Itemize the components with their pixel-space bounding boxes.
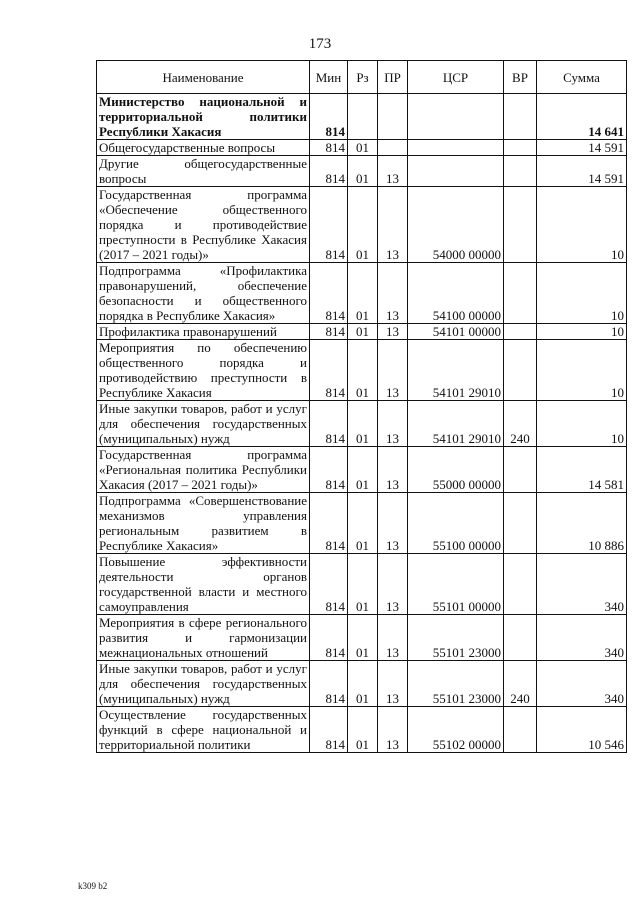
cell-name: Государственная программа «Обеспечение общественного порядка и противодействие преступности в Республике Хакасия (2017 – 2021 годы)» — [97, 187, 310, 263]
cell-csr: 55101 23000 — [408, 661, 504, 707]
cell-vr — [504, 554, 537, 615]
cell-vr: 240 — [504, 401, 537, 447]
cell-rz: 01 — [348, 187, 378, 263]
cell-name: Государственная программа «Региональная политика Республики Хакасия (2017 – 2021 годы)» — [97, 447, 310, 493]
cell-min: 814 — [310, 94, 348, 140]
cell-rz — [348, 94, 378, 140]
cell-pr: 13 — [378, 447, 408, 493]
cell-vr — [504, 340, 537, 401]
cell-sum: 10 — [537, 187, 627, 263]
cell-rz: 01 — [348, 554, 378, 615]
cell-sum: 14 591 — [537, 140, 627, 156]
cell-name: Мероприятия в сфере регионального развития и гармонизации межнациональных отношений — [97, 615, 310, 661]
header-name: Наименование — [97, 61, 310, 94]
footer-code: k309 b2 — [78, 881, 108, 891]
cell-vr — [504, 263, 537, 324]
cell-name: Иные закупки товаров, работ и услуг для обеспечения государственных (муниципальных) нужд — [97, 661, 310, 707]
table-row — [97, 187, 627, 263]
cell-rz: 01 — [348, 661, 378, 707]
cell-min: 814 — [310, 707, 348, 753]
cell-vr — [504, 140, 537, 156]
table-row — [97, 447, 627, 493]
cell-min: 814 — [310, 447, 348, 493]
cell-rz: 01 — [348, 340, 378, 401]
cell-rz: 01 — [348, 447, 378, 493]
cell-min: 814 — [310, 340, 348, 401]
cell-csr: 54100 00000 — [408, 263, 504, 324]
cell-name: Иные закупки товаров, работ и услуг для обеспечения государственных (муниципальных) нужд — [97, 401, 310, 447]
cell-pr: 13 — [378, 707, 408, 753]
header-pr: ПР — [378, 61, 408, 94]
table-row — [97, 140, 627, 156]
cell-pr: 13 — [378, 156, 408, 187]
cell-vr — [504, 187, 537, 263]
cell-sum: 10 546 — [537, 707, 627, 753]
header-min: Мин — [310, 61, 348, 94]
cell-vr — [504, 324, 537, 340]
cell-min: 814 — [310, 140, 348, 156]
cell-pr: 13 — [378, 554, 408, 615]
cell-min: 814 — [310, 187, 348, 263]
cell-csr: 54101 29010 — [408, 401, 504, 447]
cell-rz: 01 — [348, 493, 378, 554]
header-csr: ЦСР — [408, 61, 504, 94]
cell-pr: 13 — [378, 187, 408, 263]
cell-name: Министерство национальной и территориальной политики Республики Хакасия — [97, 94, 310, 140]
cell-pr: 13 — [378, 615, 408, 661]
cell-pr — [378, 94, 408, 140]
cell-pr: 13 — [378, 324, 408, 340]
table-row — [97, 493, 627, 554]
cell-sum: 10 — [537, 263, 627, 324]
table-row — [97, 554, 627, 615]
cell-min: 814 — [310, 324, 348, 340]
cell-min: 814 — [310, 401, 348, 447]
cell-vr — [504, 707, 537, 753]
cell-csr: 54000 00000 — [408, 187, 504, 263]
cell-csr: 55100 00000 — [408, 493, 504, 554]
cell-pr: 13 — [378, 340, 408, 401]
cell-rz: 01 — [348, 263, 378, 324]
table-row — [97, 263, 627, 324]
cell-pr: 13 — [378, 263, 408, 324]
cell-name: Повышение эффективности деятельности органов государственной власти и местного самоуправления — [97, 554, 310, 615]
cell-pr: 13 — [378, 493, 408, 554]
cell-name: Подпрограмма «Совершенствование механизмов управления региональным развитием в Республике Хакасия» — [97, 493, 310, 554]
cell-rz: 01 — [348, 615, 378, 661]
cell-vr — [504, 615, 537, 661]
cell-name: Общегосударственные вопросы — [97, 140, 310, 156]
cell-csr: 54101 00000 — [408, 324, 504, 340]
cell-csr: 55000 00000 — [408, 447, 504, 493]
cell-pr: 13 — [378, 661, 408, 707]
cell-name: Подпрограмма «Профилактика правонарушений, обеспечение безопасности и общественного порядка в Республике Хакасия» — [97, 263, 310, 324]
cell-rz: 01 — [348, 401, 378, 447]
header-vr: ВР — [504, 61, 537, 94]
cell-min: 814 — [310, 615, 348, 661]
cell-name: Другие общегосударственные вопросы — [97, 156, 310, 187]
cell-sum: 14 641 — [537, 94, 627, 140]
cell-csr — [408, 94, 504, 140]
cell-name: Осуществление государственных функций в сфере национальной и территориальной политики — [97, 707, 310, 753]
cell-min: 814 — [310, 661, 348, 707]
cell-sum: 10 886 — [537, 493, 627, 554]
table-header-row — [97, 61, 627, 94]
cell-csr: 54101 29010 — [408, 340, 504, 401]
cell-sum: 10 — [537, 340, 627, 401]
cell-vr — [504, 447, 537, 493]
cell-rz: 01 — [348, 707, 378, 753]
header-rz: Рз — [348, 61, 378, 94]
table-row — [97, 401, 627, 447]
cell-rz: 01 — [348, 324, 378, 340]
table-row — [97, 707, 627, 753]
cell-pr — [378, 140, 408, 156]
cell-name: Профилактика правонарушений — [97, 324, 310, 340]
cell-vr — [504, 94, 537, 140]
table-row — [97, 156, 627, 187]
budget-table — [96, 60, 627, 753]
cell-sum: 10 — [537, 324, 627, 340]
header-sum: Сумма — [537, 61, 627, 94]
cell-sum: 14 581 — [537, 447, 627, 493]
cell-min: 814 — [310, 156, 348, 187]
cell-vr — [504, 156, 537, 187]
cell-sum: 14 591 — [537, 156, 627, 187]
cell-pr: 13 — [378, 401, 408, 447]
cell-csr: 55101 23000 — [408, 615, 504, 661]
cell-sum: 340 — [537, 661, 627, 707]
cell-vr — [504, 493, 537, 554]
cell-sum: 10 — [537, 401, 627, 447]
cell-csr: 55102 00000 — [408, 707, 504, 753]
cell-name: Мероприятия по обеспечению общественного порядка и противодействию преступности в Республике Хакасия — [97, 340, 310, 401]
table-row — [97, 340, 627, 401]
cell-sum: 340 — [537, 615, 627, 661]
table-row — [97, 324, 627, 340]
cell-min: 814 — [310, 554, 348, 615]
page-number: 173 — [308, 36, 332, 52]
cell-csr — [408, 156, 504, 187]
cell-vr: 240 — [504, 661, 537, 707]
cell-csr — [408, 140, 504, 156]
cell-rz: 01 — [348, 156, 378, 187]
table-row — [97, 661, 627, 707]
cell-csr: 55101 00000 — [408, 554, 504, 615]
table-row — [97, 94, 627, 140]
table-row — [97, 615, 627, 661]
cell-rz: 01 — [348, 140, 378, 156]
cell-min: 814 — [310, 493, 348, 554]
cell-sum: 340 — [537, 554, 627, 615]
cell-min: 814 — [310, 263, 348, 324]
